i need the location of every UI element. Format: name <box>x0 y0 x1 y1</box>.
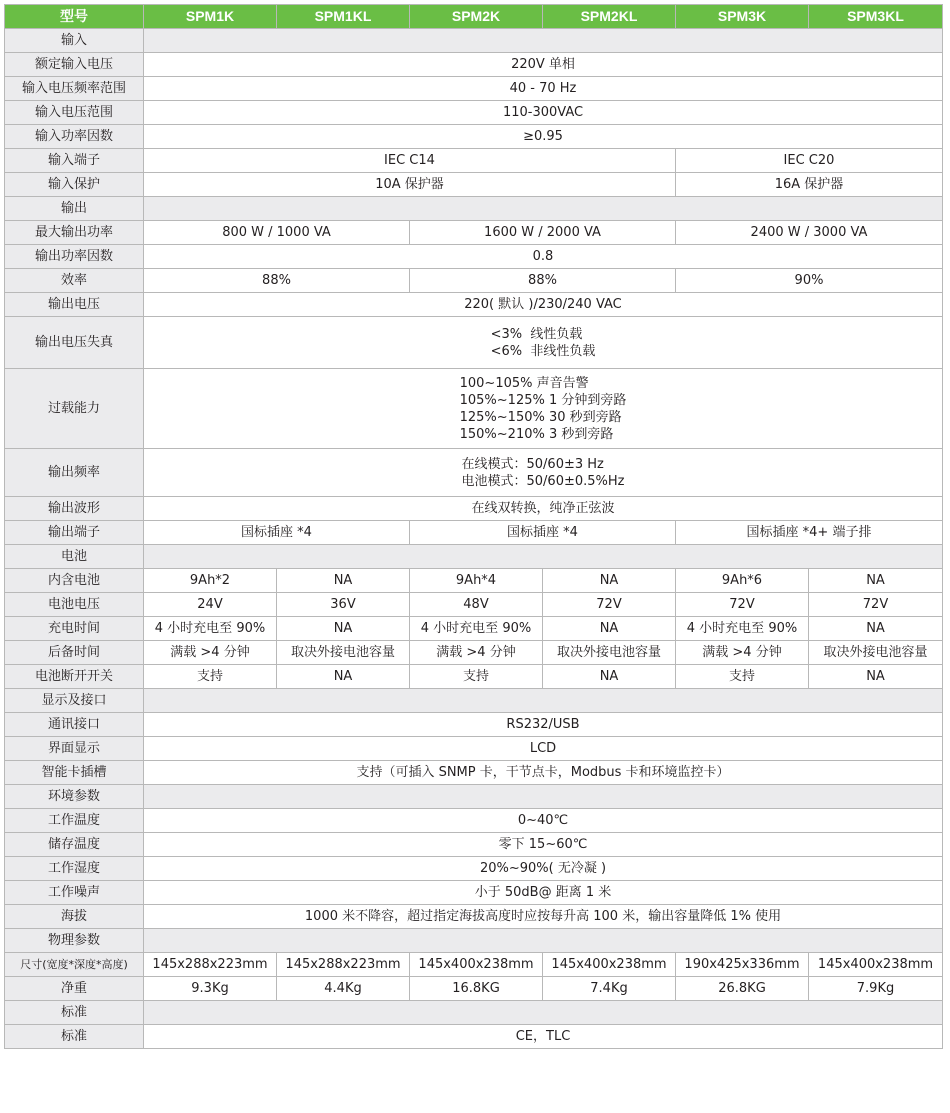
table-row <box>5 317 943 369</box>
row-value: NA <box>543 665 676 689</box>
row-value: 16A 保护器 <box>676 173 943 197</box>
row-value: 取决外接电池容量 <box>277 641 410 665</box>
row-value: 88% <box>410 269 676 293</box>
spec-table <box>4 4 943 1049</box>
row-value: NA <box>809 665 943 689</box>
row-label: 尺寸(宽度*深度*高度) <box>5 953 144 977</box>
table-row <box>5 293 943 317</box>
table-row <box>5 125 943 149</box>
row-label: 电池断开开关 <box>5 665 144 689</box>
table-row <box>5 449 943 497</box>
row-label: 输出电压失真 <box>5 317 144 369</box>
row-value: 16.8KG <box>410 977 543 1001</box>
row-label: 输出电压 <box>5 293 144 317</box>
table-row <box>5 173 943 197</box>
row-label: 额定输入电压 <box>5 53 144 77</box>
table-row <box>5 521 943 545</box>
row-label: 输入端子 <box>5 149 144 173</box>
row-value: 10A 保护器 <box>144 173 676 197</box>
row-value: 26.8KG <box>676 977 809 1001</box>
row-value: 9Ah*4 <box>410 569 543 593</box>
row-label: 充电时间 <box>5 617 144 641</box>
row-value: 36V <box>277 593 410 617</box>
row-value: 72V <box>809 593 943 617</box>
row-value: 9.3Kg <box>144 977 277 1001</box>
row-value: NA <box>543 617 676 641</box>
section-battery <box>5 545 943 569</box>
row-value: 110-300VAC <box>144 101 943 125</box>
row-label: 最大输出功率 <box>5 221 144 245</box>
row-value: 88% <box>144 269 410 293</box>
header-model: 型号 <box>5 5 144 29</box>
row-label: 工作湿度 <box>5 857 144 881</box>
row-value: 0.8 <box>144 245 943 269</box>
row-value: 支持 <box>144 665 277 689</box>
table-row <box>5 149 943 173</box>
section-label: 物理参数 <box>5 929 144 953</box>
section-label: 标准 <box>5 1001 144 1025</box>
row-value: 4 小时充电至 90% <box>410 617 543 641</box>
row-value: 20%~90%( 无冷凝 ) <box>144 857 943 881</box>
row-value: 9Ah*2 <box>144 569 277 593</box>
section-label: 输出 <box>5 197 144 221</box>
section-environment <box>5 785 943 809</box>
row-label: 输出功率因数 <box>5 245 144 269</box>
row-label: 智能卡插槽 <box>5 761 144 785</box>
header-spm2kl: SPM2KL <box>543 5 676 29</box>
row-value: 24V <box>144 593 277 617</box>
table-row <box>5 905 943 929</box>
row-value: NA <box>277 617 410 641</box>
row-label: 工作噪声 <box>5 881 144 905</box>
row-value: 7.4Kg <box>543 977 676 1001</box>
row-value: 7.9Kg <box>809 977 943 1001</box>
row-value: 220V 单相 <box>144 53 943 77</box>
row-value: 145x288x223mm <box>144 953 277 977</box>
row-value: 800 W / 1000 VA <box>144 221 410 245</box>
row-value: 1000 米不降容，超过指定海拔高度时应按每升高 100 米，输出容量降低 1% 使用 <box>144 905 943 929</box>
row-value: 145x288x223mm <box>277 953 410 977</box>
row-value: 在线模式：50/60±3 Hz 电池模式：50/60±0.5%Hz <box>461 456 625 489</box>
table-row <box>5 245 943 269</box>
row-label: 效率 <box>5 269 144 293</box>
row-value: <3% 线性负载 <6% 非线性负载 <box>490 326 596 359</box>
section-label: 电池 <box>5 545 144 569</box>
row-value: NA <box>277 665 410 689</box>
row-value: 72V <box>676 593 809 617</box>
table-row <box>5 101 943 125</box>
section-output <box>5 197 943 221</box>
table-row <box>5 569 943 593</box>
section-label: 环境参数 <box>5 785 144 809</box>
table-row <box>5 269 943 293</box>
row-value: 满载 >4 分钟 <box>144 641 277 665</box>
row-value: IEC C14 <box>144 149 676 173</box>
row-label: 界面显示 <box>5 737 144 761</box>
row-label: 标准 <box>5 1025 144 1049</box>
row-value: 145x400x238mm <box>809 953 943 977</box>
row-value: 4.4Kg <box>277 977 410 1001</box>
row-value: 2400 W / 3000 VA <box>676 221 943 245</box>
section-physical <box>5 929 943 953</box>
row-label: 后备时间 <box>5 641 144 665</box>
row-value: IEC C20 <box>676 149 943 173</box>
table-row <box>5 53 943 77</box>
row-label: 海拔 <box>5 905 144 929</box>
row-value: ≥0.95 <box>144 125 943 149</box>
row-value: RS232/USB <box>144 713 943 737</box>
table-row <box>5 369 943 449</box>
row-value: 90% <box>676 269 943 293</box>
row-value: 在线双转换，纯净正弦波 <box>144 497 943 521</box>
row-label: 输入功率因数 <box>5 125 144 149</box>
table-row <box>5 221 943 245</box>
row-value: 72V <box>543 593 676 617</box>
row-value: 190x425x336mm <box>676 953 809 977</box>
row-label: 输出波形 <box>5 497 144 521</box>
row-value: 0~40℃ <box>144 809 943 833</box>
table-row <box>5 809 943 833</box>
table-row <box>5 593 943 617</box>
row-label: 工作温度 <box>5 809 144 833</box>
row-value: NA <box>809 569 943 593</box>
row-label: 输入电压频率范围 <box>5 77 144 101</box>
section-label: 显示及接口 <box>5 689 144 713</box>
table-row <box>5 713 943 737</box>
row-value: 满载 >4 分钟 <box>676 641 809 665</box>
row-value: NA <box>809 617 943 641</box>
row-value: 40 - 70 Hz <box>144 77 943 101</box>
row-label: 输出端子 <box>5 521 144 545</box>
header-spm1k: SPM1K <box>144 5 277 29</box>
table-row <box>5 77 943 101</box>
row-value: 220( 默认 )/230/240 VAC <box>144 293 943 317</box>
row-value: 国标插座 *4+ 端子排 <box>676 521 943 545</box>
row-label: 净重 <box>5 977 144 1001</box>
table-row <box>5 617 943 641</box>
row-label: 输入电压范围 <box>5 101 144 125</box>
section-standard <box>5 1001 943 1025</box>
header-spm3kl: SPM3KL <box>809 5 943 29</box>
row-label: 过载能力 <box>5 369 144 449</box>
row-value: 145x400x238mm <box>410 953 543 977</box>
row-value: 取决外接电池容量 <box>809 641 943 665</box>
table-row <box>5 1025 943 1049</box>
row-value: NA <box>543 569 676 593</box>
row-value: CE，TLC <box>144 1025 943 1049</box>
row-value: 48V <box>410 593 543 617</box>
header-row <box>5 5 943 29</box>
row-value: 支持（可插入 SNMP 卡，干节点卡，Modbus 卡和环境监控卡） <box>144 761 943 785</box>
table-row <box>5 737 943 761</box>
table-row <box>5 497 943 521</box>
row-value: 支持 <box>676 665 809 689</box>
row-value: 零下 15~60℃ <box>144 833 943 857</box>
row-label: 内含电池 <box>5 569 144 593</box>
row-label: 通讯接口 <box>5 713 144 737</box>
row-value: 4 小时充电至 90% <box>676 617 809 641</box>
row-value: 100~105% 声音告警 105%~125% 1 分钟到旁路 125%~150% 30 秒到旁路 150%~210% 3 秒到旁路 <box>459 375 627 442</box>
section-input <box>5 29 943 53</box>
table-row <box>5 833 943 857</box>
section-display <box>5 689 943 713</box>
row-value: 支持 <box>410 665 543 689</box>
row-value: 1600 W / 2000 VA <box>410 221 676 245</box>
table-row <box>5 761 943 785</box>
row-value: 小于 50dB@ 距离 1 米 <box>144 881 943 905</box>
row-value: 4 小时充电至 90% <box>144 617 277 641</box>
header-spm1kl: SPM1KL <box>277 5 410 29</box>
row-value: 145x400x238mm <box>543 953 676 977</box>
table-row <box>5 953 943 977</box>
row-value: 国标插座 *4 <box>410 521 676 545</box>
section-label: 输入 <box>5 29 144 53</box>
header-spm3k: SPM3K <box>676 5 809 29</box>
row-value: 9Ah*6 <box>676 569 809 593</box>
header-spm2k: SPM2K <box>410 5 543 29</box>
table-row <box>5 665 943 689</box>
table-row <box>5 857 943 881</box>
row-label: 储存温度 <box>5 833 144 857</box>
row-label: 输出频率 <box>5 449 144 497</box>
row-value: 取决外接电池容量 <box>543 641 676 665</box>
row-value: LCD <box>144 737 943 761</box>
table-row <box>5 881 943 905</box>
row-value: 国标插座 *4 <box>144 521 410 545</box>
table-row <box>5 641 943 665</box>
table-row <box>5 977 943 1001</box>
row-label: 电池电压 <box>5 593 144 617</box>
row-value: 满载 >4 分钟 <box>410 641 543 665</box>
row-value: NA <box>277 569 410 593</box>
row-label: 输入保护 <box>5 173 144 197</box>
